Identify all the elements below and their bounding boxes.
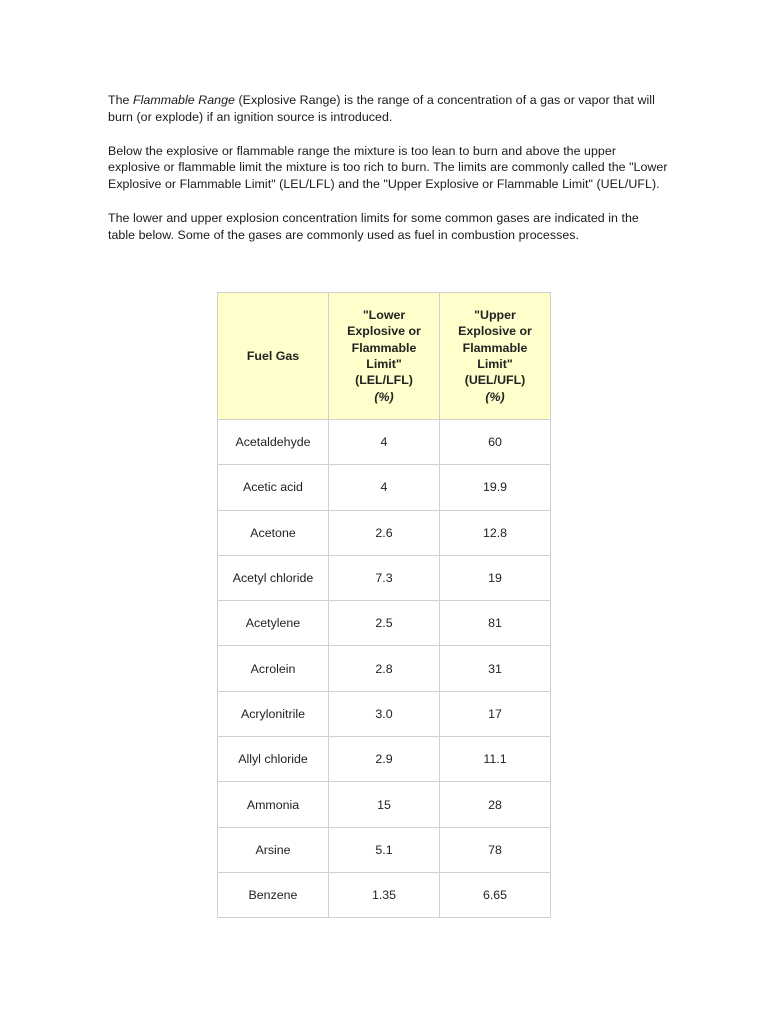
document-body (108, 92, 668, 261)
cell-gas-name: Acetyl chloride (218, 555, 329, 600)
cell-uel: 19.9 (440, 465, 551, 510)
intro-p1-rest: (Explosive Range) is the range of a concentration of a gas or vapor that will burn (or explode) if an ignition source is introduced. (108, 93, 655, 124)
cell-lel: 4 (329, 465, 440, 510)
cell-uel: 6.65 (440, 872, 551, 917)
cell-gas-name: Acetaldehyde (218, 420, 329, 465)
cell-gas-name: Arsine (218, 827, 329, 872)
header-lower-line-5: (LEL/LFL) (355, 373, 413, 388)
cell-uel: 81 (440, 601, 551, 646)
cell-uel: 31 (440, 646, 551, 691)
header-upper-line-1: "Upper (474, 307, 516, 322)
cell-lel: 4 (329, 420, 440, 465)
table-row (218, 420, 551, 465)
table-row (218, 782, 551, 827)
cell-lel: 5.1 (329, 827, 440, 872)
table-row (218, 555, 551, 600)
cell-uel: 12.8 (440, 510, 551, 555)
cell-gas-name: Benzene (218, 872, 329, 917)
table-row (218, 691, 551, 736)
cell-gas-name: Acetic acid (218, 465, 329, 510)
header-lower-limit (329, 293, 440, 420)
cell-lel: 2.5 (329, 601, 440, 646)
cell-gas-name: Acrylonitrile (218, 691, 329, 736)
header-lower-line-4: Limit" (366, 357, 402, 371)
header-fuel-gas-label: Fuel Gas (246, 348, 300, 363)
intro-paragraph-1 (108, 92, 668, 126)
flammable-limits-table (217, 292, 551, 918)
cell-lel: 3.0 (329, 691, 440, 736)
header-lower-percent: (%) (374, 389, 394, 404)
table-row (218, 646, 551, 691)
cell-gas-name: Ammonia (218, 782, 329, 827)
cell-lel: 15 (329, 782, 440, 827)
table-row (218, 872, 551, 917)
table-header-row (218, 293, 551, 420)
flammable-range-term: Flammable Range (133, 93, 235, 107)
cell-uel: 28 (440, 782, 551, 827)
table-row (218, 737, 551, 782)
cell-gas-name: Acetone (218, 510, 329, 555)
table-row (218, 827, 551, 872)
cell-gas-name: Acrolein (218, 646, 329, 691)
cell-uel: 17 (440, 691, 551, 736)
intro-p1-prefix: The (108, 93, 133, 107)
cell-lel: 2.8 (329, 646, 440, 691)
intro-paragraph-2: Below the explosive or flammable range the mixture is too lean to burn and above the upper explosive or flammable limit the mixture is too rich to burn. The limits are commonly called the "Lower Explosive or Flammable Limit" (LEL/LFL) and the "Upper Explosive or Flammable Limit" (UEL/UFL). (108, 143, 668, 192)
table-row (218, 601, 551, 646)
header-upper-line-5: (UEL/UFL) (464, 373, 526, 388)
header-upper-percent: (%) (485, 389, 505, 404)
cell-uel: 78 (440, 827, 551, 872)
cell-lel: 7.3 (329, 555, 440, 600)
header-lower-line-1: "Lower (362, 307, 406, 322)
cell-lel: 2.9 (329, 737, 440, 782)
cell-gas-name: Allyl chloride (218, 737, 329, 782)
cell-lel: 1.35 (329, 872, 440, 917)
header-upper-line-2: Explosive or (458, 324, 532, 339)
cell-gas-name: Acetylene (218, 601, 329, 646)
header-upper-line-4: Limit" (477, 357, 513, 371)
header-fuel-gas (218, 293, 329, 420)
header-upper-line-3: Flammable (462, 340, 528, 355)
intro-paragraph-3: The lower and upper explosion concentration limits for some common gases are indicated in the table below. Some of the gases are commonly used as fuel in combustion processes. (108, 210, 639, 242)
header-lower-line-2: Explosive or (347, 324, 421, 339)
table-row (218, 510, 551, 555)
table-row (218, 465, 551, 510)
cell-uel: 60 (440, 420, 551, 465)
cell-uel: 19 (440, 555, 551, 600)
cell-uel: 11.1 (440, 737, 551, 782)
header-lower-line-3: Flammable (351, 340, 417, 355)
header-upper-limit (440, 293, 551, 420)
cell-lel: 2.6 (329, 510, 440, 555)
